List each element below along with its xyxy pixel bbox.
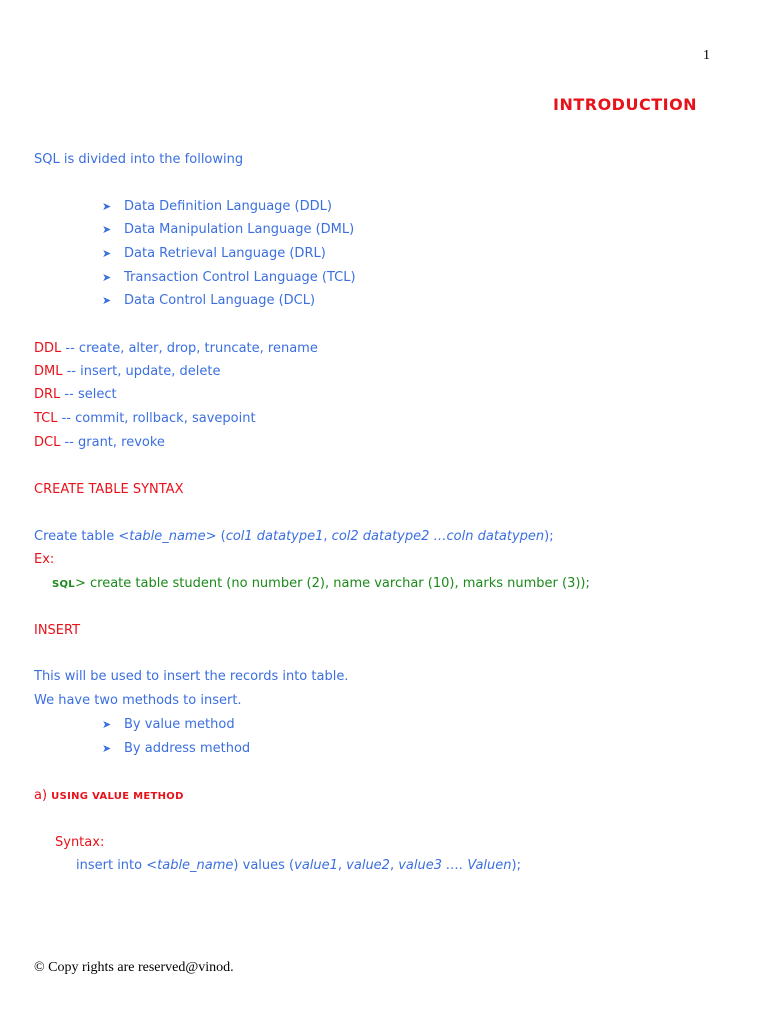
list-item: ➤ Data Definition Language (DDL)	[102, 199, 332, 214]
create-table-syntax: Create table <table_name> (col1 datatype1, col2 datatype2 …coln datatypen);	[34, 529, 554, 544]
command-row: TCL -- commit, rollback, savepoint	[34, 411, 256, 426]
list-item: ➤ By address method	[102, 741, 251, 756]
list-item: ➤ Data Control Language (DCL)	[102, 293, 316, 308]
arrow-bullet-icon: ➤	[102, 247, 112, 260]
example-label: Ex:	[34, 552, 55, 567]
insert-description: This will be used to insert the records into table.	[34, 669, 349, 684]
arrow-bullet-icon: ➤	[102, 742, 112, 755]
create-table-heading: CREATE TABLE SYNTAX	[34, 482, 184, 497]
arrow-bullet-icon: ➤	[102, 223, 112, 236]
syntax-label: Syntax:	[55, 835, 105, 850]
insert-heading: INSERT	[34, 623, 81, 638]
list-item: ➤ Data Manipulation Language (DML)	[102, 222, 355, 237]
list-item: ➤ Data Retrieval Language (DRL)	[102, 246, 326, 261]
insert-description: We have two methods to insert.	[34, 693, 242, 708]
page-title: INTRODUCTION	[553, 95, 698, 114]
arrow-bullet-icon: ➤	[102, 271, 112, 284]
insert-syntax: insert into <table_name) values (value1, value2, value3 …. Valuen);	[76, 858, 521, 873]
command-row: DML -- insert, update, delete	[34, 364, 221, 379]
arrow-bullet-icon: ➤	[102, 294, 112, 307]
list-item: ➤ Transaction Control Language (TCL)	[102, 270, 356, 285]
value-method-heading: a) USING VALUE METHOD	[34, 788, 184, 803]
command-row: DRL -- select	[34, 387, 117, 402]
intro-line: SQL is divided into the following	[34, 152, 244, 167]
command-row: DCL -- grant, revoke	[34, 435, 165, 450]
sql-example: SQL> create table student (no number (2), name varchar (10), marks number (3));	[52, 576, 590, 591]
page-number: 1	[703, 48, 710, 63]
sql-prompt: SQL	[52, 579, 75, 590]
arrow-bullet-icon: ➤	[102, 200, 112, 213]
command-row: DDL -- create, alter, drop, truncate, rename	[34, 341, 318, 356]
copyright-footer: © Copy rights are reserved@vinod.	[34, 960, 234, 975]
arrow-bullet-icon: ➤	[102, 718, 112, 731]
list-item: ➤ By value method	[102, 717, 235, 732]
